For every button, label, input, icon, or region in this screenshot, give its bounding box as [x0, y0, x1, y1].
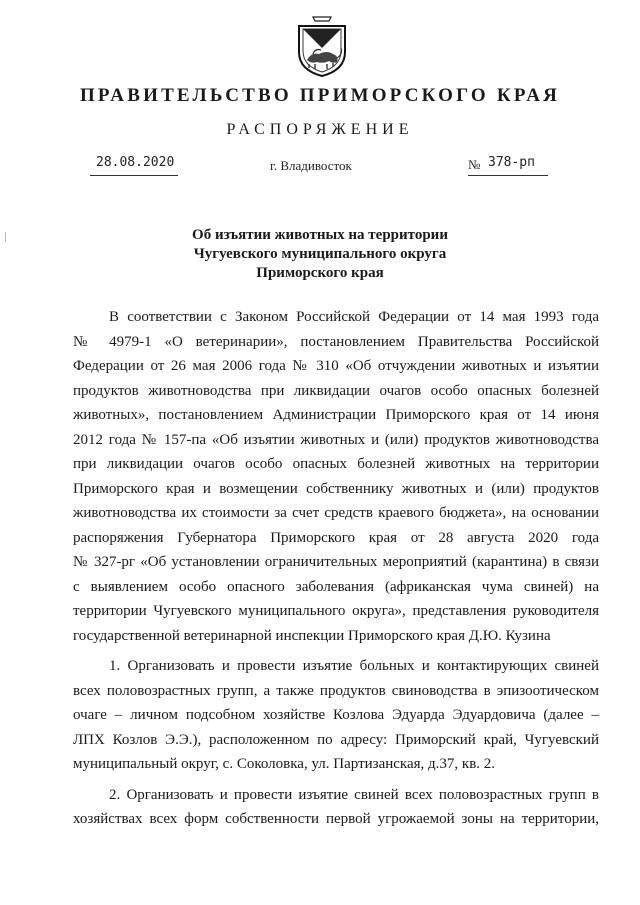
text-line: Федерации от 26 мая 2006 года № 310 «Об отчуждении животных и изъятии [73, 358, 599, 374]
text-line: государственной ветеринарной инспекции Приморского края Д.Ю. Кузина [73, 627, 551, 644]
text-line: № 4979-1 «О ветеринарии», постановлением Правительства Российской [73, 333, 599, 350]
text-line: № 327-рг «Об установлении ограничительных мероприятий (карантина) в связи [73, 554, 599, 570]
coat-of-arms-icon [293, 14, 351, 78]
text-line: 2012 года № 157-па «Об изъятии животных и (или) продуктов животноводства [73, 431, 599, 448]
document-date: 28.08.2020 [96, 155, 175, 170]
text-line: при ликвидации очагов особо опасных болезней животных на территории [73, 456, 599, 472]
document-type: РАСПОРЯЖЕНИЕ [226, 121, 414, 138]
text-line: Приморского края и возмещении собственнику животных и (или) продуктов [73, 480, 599, 497]
text-line: 1. Организовать и провести изъятие больных и контактирующих свиней [109, 658, 599, 674]
document-number: 378-рп [488, 155, 535, 170]
document-subject [0, 226, 640, 283]
text-line: продуктов животноводства при ликвидации очагов особо опасных болезней [73, 382, 599, 399]
text-line: территории Чугуевского муниципального округа», представления руководителя [73, 603, 599, 619]
document-body [73, 305, 599, 832]
text-line: муниципальный округ, с. Соколовка, ул. Партизанская, д.37, кв. 2. [73, 756, 496, 772]
preamble-paragraph [73, 305, 599, 648]
date-field [90, 155, 178, 176]
clause-2-paragraph [73, 783, 599, 832]
text-line: распоряжения Губернатора Приморского края от 28 августа 2020 года [73, 529, 599, 546]
text-line: 2. Организовать и провести изъятие свиней всех половозрастных групп в [109, 786, 599, 803]
government-title: ПРАВИТЕЛЬСТВО ПРИМОРСКОГО КРАЯ [79, 85, 561, 106]
number-sign: № [468, 157, 481, 172]
city: г. Владивосток [270, 158, 352, 173]
subject-line: Приморского края [256, 265, 384, 281]
text-line: ЛПХ Козлов Э.Э.), расположенном по адресу: Приморский край, Чугуевский [73, 731, 599, 748]
text-line: очаге – личном подсобном хозяйстве Козлова Эдуарда Эдуардовича (далее – [73, 707, 599, 723]
subject-line: Чугуевского муниципального округа [193, 246, 447, 262]
text-line: В соответствии с Законом Российской Федерации от 14 мая 1993 года [109, 309, 599, 325]
clause-1-paragraph [73, 654, 599, 777]
text-line: всех половозрастных групп, а также продуктов свиноводства в эпизоотическом [73, 682, 599, 699]
text-line: хозяйствах всех форм собственности первой угрожаемой зоны на территории, [73, 811, 599, 827]
text-line: животноводства их стоимости за счет средств краевого бюджета», на основании [73, 505, 599, 521]
text-line: животных», постановлением Администрации Приморского края от 14 июня [73, 407, 599, 423]
subject-line: Об изъятии животных на территории [192, 227, 448, 243]
number-field [468, 155, 548, 176]
text-line: с выявлением особо опасного заболевания (африканская чума свиней) на [73, 578, 599, 595]
